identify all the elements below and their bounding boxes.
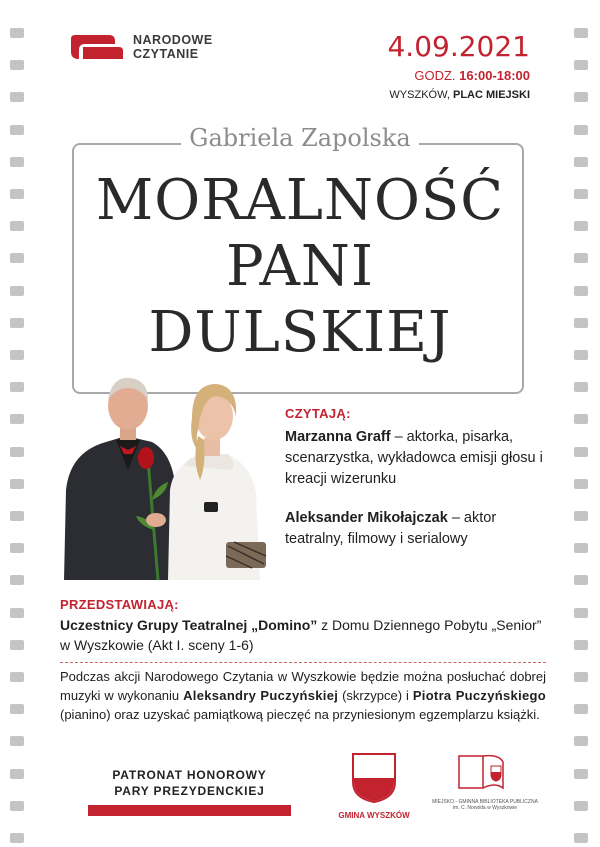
presenters-heading: PRZEDSTAWIAJĄ: [60, 597, 179, 612]
film-hole [10, 157, 24, 167]
film-hole [574, 286, 588, 296]
reader-item [285, 427, 555, 490]
event-date: 4.09.2021 [387, 30, 530, 63]
film-hole [574, 350, 588, 360]
film-hole [574, 608, 588, 618]
film-hole [574, 92, 588, 102]
film-hole [574, 479, 588, 489]
dashed-divider [60, 662, 546, 663]
film-hole [574, 221, 588, 231]
time-value: 16:00-18:00 [459, 68, 530, 83]
film-hole [574, 253, 588, 263]
film-hole [10, 543, 24, 553]
gmina-wyszkow-logo [334, 752, 414, 820]
film-hole [574, 672, 588, 682]
film-hole [574, 736, 588, 746]
film-hole [574, 801, 588, 811]
reader-name: Marzanna Graff [285, 429, 391, 445]
film-hole [10, 479, 24, 489]
film-hole [574, 382, 588, 392]
coat-of-arms-icon [351, 752, 397, 804]
info-paragraph: Podczas akcji Narodowego Czytania w Wyszkowie będzie można posłuchać dobrej muzyki w wykonaniu Aleksandry Puczyńskiej (skrzypce) i Piotra Puczyńskiego (pianino) oraz uzyskać pamiątkową pieczęć na przyniesionym egzemplarzu książki. [60, 669, 546, 722]
presenters-section [60, 597, 550, 655]
film-hole [574, 704, 588, 714]
patronage-line-1: PATRONAT HONOROWY [112, 768, 267, 782]
logo-text-line1: NARODOWE [133, 33, 213, 47]
event-time [387, 68, 530, 83]
film-hole [574, 414, 588, 424]
film-hole [574, 157, 588, 167]
film-hole [10, 672, 24, 682]
film-hole [574, 28, 588, 38]
place-city: WYSZKÓW, [389, 89, 450, 101]
title-line-3: DULSKIEJ [148, 300, 452, 365]
logo-text-line2: CZYTANIE [133, 47, 199, 61]
film-hole [10, 318, 24, 328]
musician-1: Aleksandry Puczyńskiej [183, 688, 339, 703]
presenters-text [60, 615, 550, 655]
film-hole [10, 704, 24, 714]
film-hole [10, 414, 24, 424]
film-hole [10, 575, 24, 585]
film-hole [574, 447, 588, 457]
film-hole [10, 221, 24, 231]
readers-section [285, 406, 555, 550]
reader-description: – aktorka, pisarka, scenarzystka, wykładowca emisji głosu i kreacji wizerunku [285, 429, 543, 487]
book-logo-icon [71, 32, 123, 62]
film-hole [574, 833, 588, 843]
title-line-2: PANI [225, 234, 375, 299]
film-hole [10, 769, 24, 779]
film-hole [10, 511, 24, 521]
film-hole [10, 801, 24, 811]
presenters-rest: z Domu Dziennego Pobytu „Senior” w Wyszkowie (Akt I. sceny 1-6) [60, 617, 542, 653]
film-hole [574, 511, 588, 521]
library-logo [430, 752, 540, 811]
patronage-block [88, 767, 291, 816]
reader-name: Aleksander Mikołajczak [285, 510, 448, 526]
film-hole [10, 253, 24, 263]
event-details [387, 32, 530, 101]
film-hole [574, 769, 588, 779]
patronage-bar [88, 805, 291, 816]
film-hole [10, 60, 24, 70]
film-hole [10, 28, 24, 38]
library-book-icon [455, 752, 515, 792]
reader-description: – aktor teatralny, filmowy i serialowy [285, 510, 497, 547]
film-hole [574, 543, 588, 553]
gmina-label: GMINA WYSZKÓW [338, 811, 410, 820]
film-hole [10, 92, 24, 102]
book-title [80, 168, 520, 366]
place-name: PLAC MIEJSKI [452, 89, 530, 101]
library-label: MIEJSKO - GMINNA BIBLIOTEKA PUBLICZNA im. C. Norwida w Wyszkowie [432, 799, 538, 811]
readers-heading: CZYTAJĄ: [285, 406, 351, 421]
readers-photo [56, 370, 280, 580]
film-hole [10, 382, 24, 392]
film-hole [10, 833, 24, 843]
musician-2: Piotra Puczyńskiego [412, 688, 546, 703]
film-hole [10, 608, 24, 618]
film-hole [10, 286, 24, 296]
book-author: Gabriela Zapolska [0, 124, 600, 152]
narodowe-czytanie-logo [71, 32, 213, 62]
title-line-1: MORALNOŚĆ [95, 168, 505, 233]
film-hole [574, 189, 588, 199]
reader-item [285, 508, 555, 550]
film-hole [574, 575, 588, 585]
film-hole [574, 640, 588, 650]
film-hole [574, 318, 588, 328]
presenters-group: Uczestnicy Grupy Teatralnej „Domino” [60, 617, 318, 633]
film-hole [10, 447, 24, 457]
film-hole [574, 60, 588, 70]
event-place [387, 89, 530, 101]
film-hole [10, 350, 24, 360]
time-label: GODZ. [414, 68, 456, 83]
film-hole [10, 736, 24, 746]
patronage-line-2: PARY PREZYDENCKIEJ [114, 784, 265, 798]
film-hole [10, 189, 24, 199]
film-hole [10, 640, 24, 650]
